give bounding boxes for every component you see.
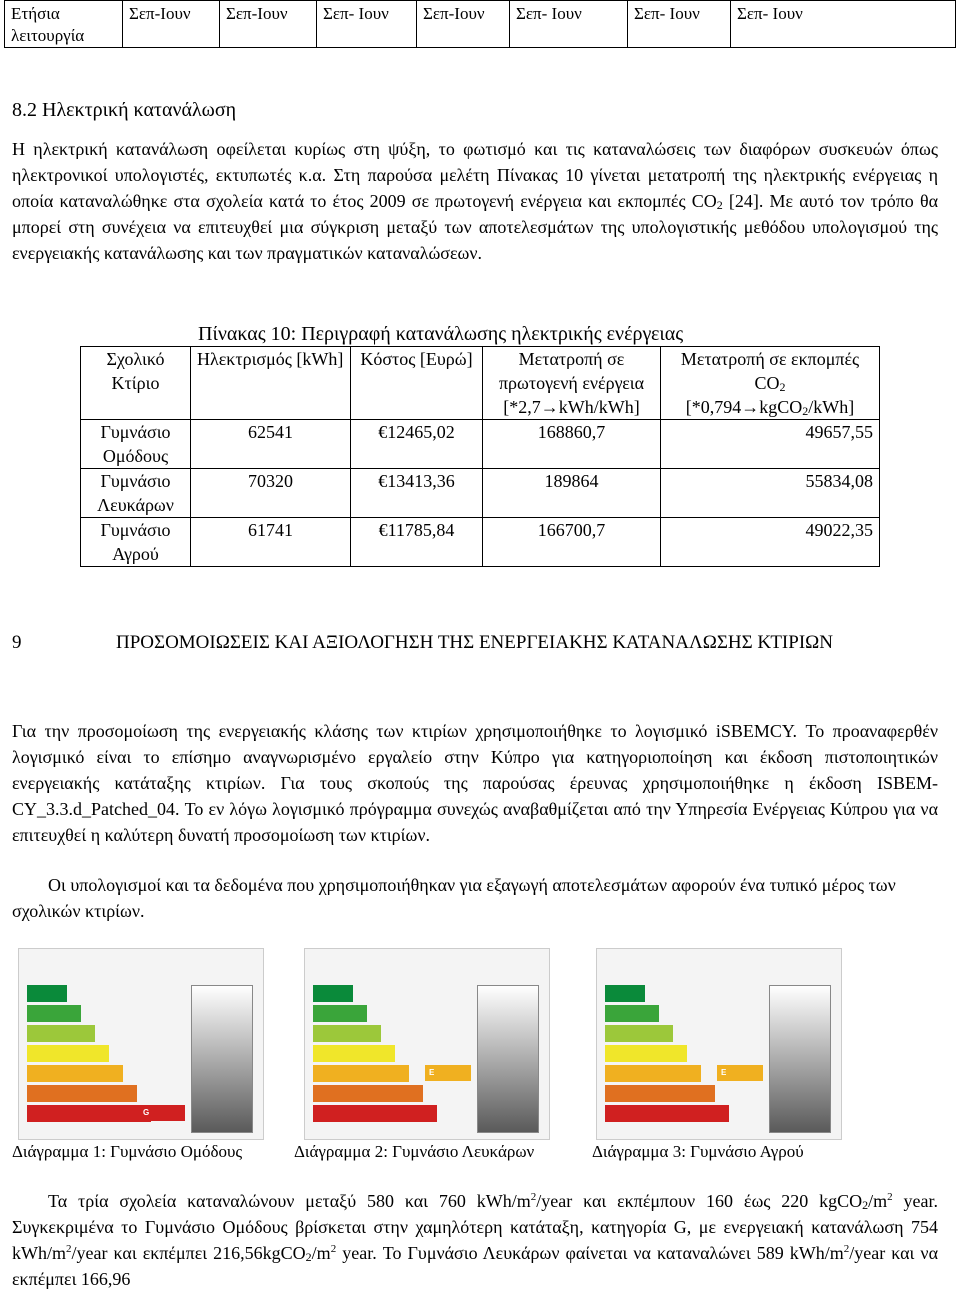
figure-caption: Διάγραμμα 1: Γυμνάσιο Ομόδους: [12, 1142, 243, 1161]
energy-rating-image: [304, 948, 550, 1140]
rating-band: [313, 1065, 409, 1082]
rating-band: [27, 1005, 81, 1022]
cell-kwh: 61741: [191, 518, 351, 567]
table-row: [81, 469, 880, 518]
header-co2: Μετατροπή σε εκπομπές $CO_2$ [*0,794→kgCO$_2$/kWh]: [661, 347, 880, 420]
header-cost: Κόστος [Ευρώ]: [351, 347, 483, 420]
figure-caption: Διάγραμμα 2: Γυμνάσιο Λευκάρων: [294, 1142, 535, 1161]
table-row: [81, 518, 880, 567]
table-header-row: [81, 347, 880, 420]
rating-band: [605, 1005, 659, 1022]
emissions-scale: [477, 985, 539, 1133]
rating-band: [27, 1085, 137, 1102]
rating-bands: [313, 985, 453, 1125]
cell-primary: 168860,7: [483, 420, 661, 469]
cell-school: Γυμνάσιο Αγρού: [81, 518, 191, 567]
rating-band: [313, 1045, 395, 1062]
rating-band: [313, 1025, 381, 1042]
figure-caption: Διάγραμμα 3: Γυμνάσιο Αγρού: [592, 1142, 804, 1161]
paragraph: Οι υπολογισμοί και τα δεδομένα που χρησιμοποιήθηκαν για εξαγωγή αποτελεσμάτων αφορούν ένα τυπικό μέρος των σχολικών κτιρίων.: [12, 875, 896, 921]
table-row: [81, 420, 880, 469]
cell-kwh: 62541: [191, 420, 351, 469]
emissions-scale: [191, 985, 253, 1133]
paragraph: Η ηλεκτρική κατανάλωση οφείλεται κυρίως στη ψύξη, το φωτισμό και τις καταναλώσεις των διαφόρων συσκευών όπως ηλεκτρονικοί υπολογιστές, εκτυπωτές κ.α. Στη παρούσα μελέτη Πίνακας 10 γίνεται μετατροπή της ηλεκτρικής ενέργειας η οποία καταναλώθηκε στα σχολεία κατά το έτος 2009 σε πρωτογενή ενέργεια και εκπομπές $CO_2$ [24]. Με αυτό τον τρόπο θα μπορεί στη συνέχεια να επιτευχθεί μια σύγκριση μεταξύ των αποτελεσμάτων της υπολογιστικής μεθόδου υπολογισμού της ενεργειακής κατανάλωσης και των πραγματικών καταναλώσεων.: [12, 139, 939, 263]
rating-band: [27, 1065, 123, 1082]
cell-school: Γυμνάσιο Ομόδους: [81, 420, 191, 469]
rating-band: [313, 985, 353, 1002]
cell-primary: 166700,7: [483, 518, 661, 567]
section-number: 9: [12, 632, 22, 653]
header-cell: Σεπ- Ιουν: [628, 1, 731, 47]
rating-band: [605, 1045, 687, 1062]
rating-marker: E: [425, 1065, 471, 1081]
header-kwh: Ηλεκτρισμός [kWh]: [191, 347, 351, 420]
rating-band: [605, 1105, 729, 1122]
emissions-scale: [769, 985, 831, 1133]
consumption-table: [80, 346, 880, 567]
rating-band: [605, 1065, 701, 1082]
header-cell: Σεπ-Ιουν: [123, 1, 220, 47]
rating-bands: [27, 985, 167, 1125]
rating-band: [27, 1045, 109, 1062]
rating-band: [605, 1085, 715, 1102]
header-cell: Σεπ-Ιουν: [417, 1, 510, 47]
rating-band: [313, 1005, 367, 1022]
header-cell: Ετήσια λειτουργία: [5, 1, 123, 47]
section-title: ΠΡΟΣΟΜΟΙΩΣΕΙΣ ΚΑΙ ΑΞΙΟΛΟΓΗΣΗ ΤΗΣ ΕΝΕΡΓΕΙΑΚΗΣ ΚΑΤΑΝΑΛΩΣΗΣ ΚΤΙΡΙΩΝ: [116, 632, 833, 653]
energy-rating-image: [596, 948, 842, 1140]
cell-co2: 49657,55: [661, 420, 880, 469]
section-9-heading: [12, 630, 938, 656]
header-cell: Σεπ- Ιουν: [737, 4, 803, 23]
rating-band: [605, 985, 645, 1002]
rating-band: [27, 985, 67, 1002]
header-table-row: [4, 0, 956, 48]
cell-cost: €11785,84: [351, 518, 483, 567]
rating-band: [313, 1085, 423, 1102]
table-caption: Πίνακας 10: Περιγραφή κατανάλωσης ηλεκτρικής ενέργειας: [198, 323, 684, 345]
cell-kwh: 70320: [191, 469, 351, 518]
cell-cost: €12465,02: [351, 420, 483, 469]
rating-marker: G: [139, 1105, 185, 1121]
section-heading: 8.2 Ηλεκτρική κατανάλωση: [12, 99, 237, 121]
rating-band: [313, 1105, 437, 1122]
cell-cost: €13413,36: [351, 469, 483, 518]
header-school: Σχολικό Κτίριο: [81, 347, 191, 420]
cell-co2: 49022,35: [661, 518, 880, 567]
energy-rating-image: [18, 948, 264, 1140]
rating-band: [605, 1025, 673, 1042]
rating-band: [27, 1105, 151, 1122]
header-cell: Σεπ-Ιουν: [220, 1, 317, 47]
paragraph: Τα τρία σχολεία καταναλώνουν μεταξύ 580 και 760 kWh/$m^2$/year και εκπέμπουν 160 έως 220 $kgCO_2/m^2$ year. Συγκεκριμένα το Γυμνάσιο Ομόδους βρίσκεται στην χαμηλότερη κατάταξη, κατηγορία G, με ενεργειακή κατανάλωση 754 kWh/$m^2$/year και εκπέμπει $216,56kgCO_2/m^2$ year. Το Γυμνάσιο Λευκάρων φαίνεται να καταναλώνει 589 kWh/$m^2$/year και να εκπέμπει 166,96: [12, 1191, 939, 1289]
paragraph: Για την προσομοίωση της ενεργειακής κλάσης των κτιρίων χρησιμοποιήθηκε το λογισμικό iSBEMCY. Το προαναφερθέν λογισμικό είναι το επίσημο αναγνωρισμένο εργαλείο στην Κύπρο για κατηγοριοποίηση και έκδοση πιστοποιητικών ενεργειακής κατάταξης κτιρίων. Για τους σκοπούς της παρούσας έρευνας χρησιμοποιήθηκε η έκδοση ISBEM-CY_3.3.d_Patched_04. Το εν λόγω λογισμικό πρόγραμμα συνεχώς αναβαθμίζεται από την Υπηρεσία Ενέργειας Κύπρου για να επιτευχθεί η καλύτερη δυνατή προσομοίωση των κτιρίων.: [12, 721, 938, 845]
header-cell: Σεπ- Ιουν: [317, 1, 417, 47]
energy-rating-figures: [12, 948, 952, 1140]
cell-school: Γυμνάσιο Λευκάρων: [81, 469, 191, 518]
cell-primary: 189864: [483, 469, 661, 518]
header-cell: Σεπ- Ιουν: [510, 1, 628, 47]
header-primary: Μετατροπή σε πρωτογενή ενέργεια [*2,7→kWh/kWh]: [483, 347, 661, 420]
cell-co2: 55834,08: [661, 469, 880, 518]
rating-bands: [605, 985, 745, 1125]
rating-band: [27, 1025, 95, 1042]
rating-marker: E: [717, 1065, 763, 1081]
